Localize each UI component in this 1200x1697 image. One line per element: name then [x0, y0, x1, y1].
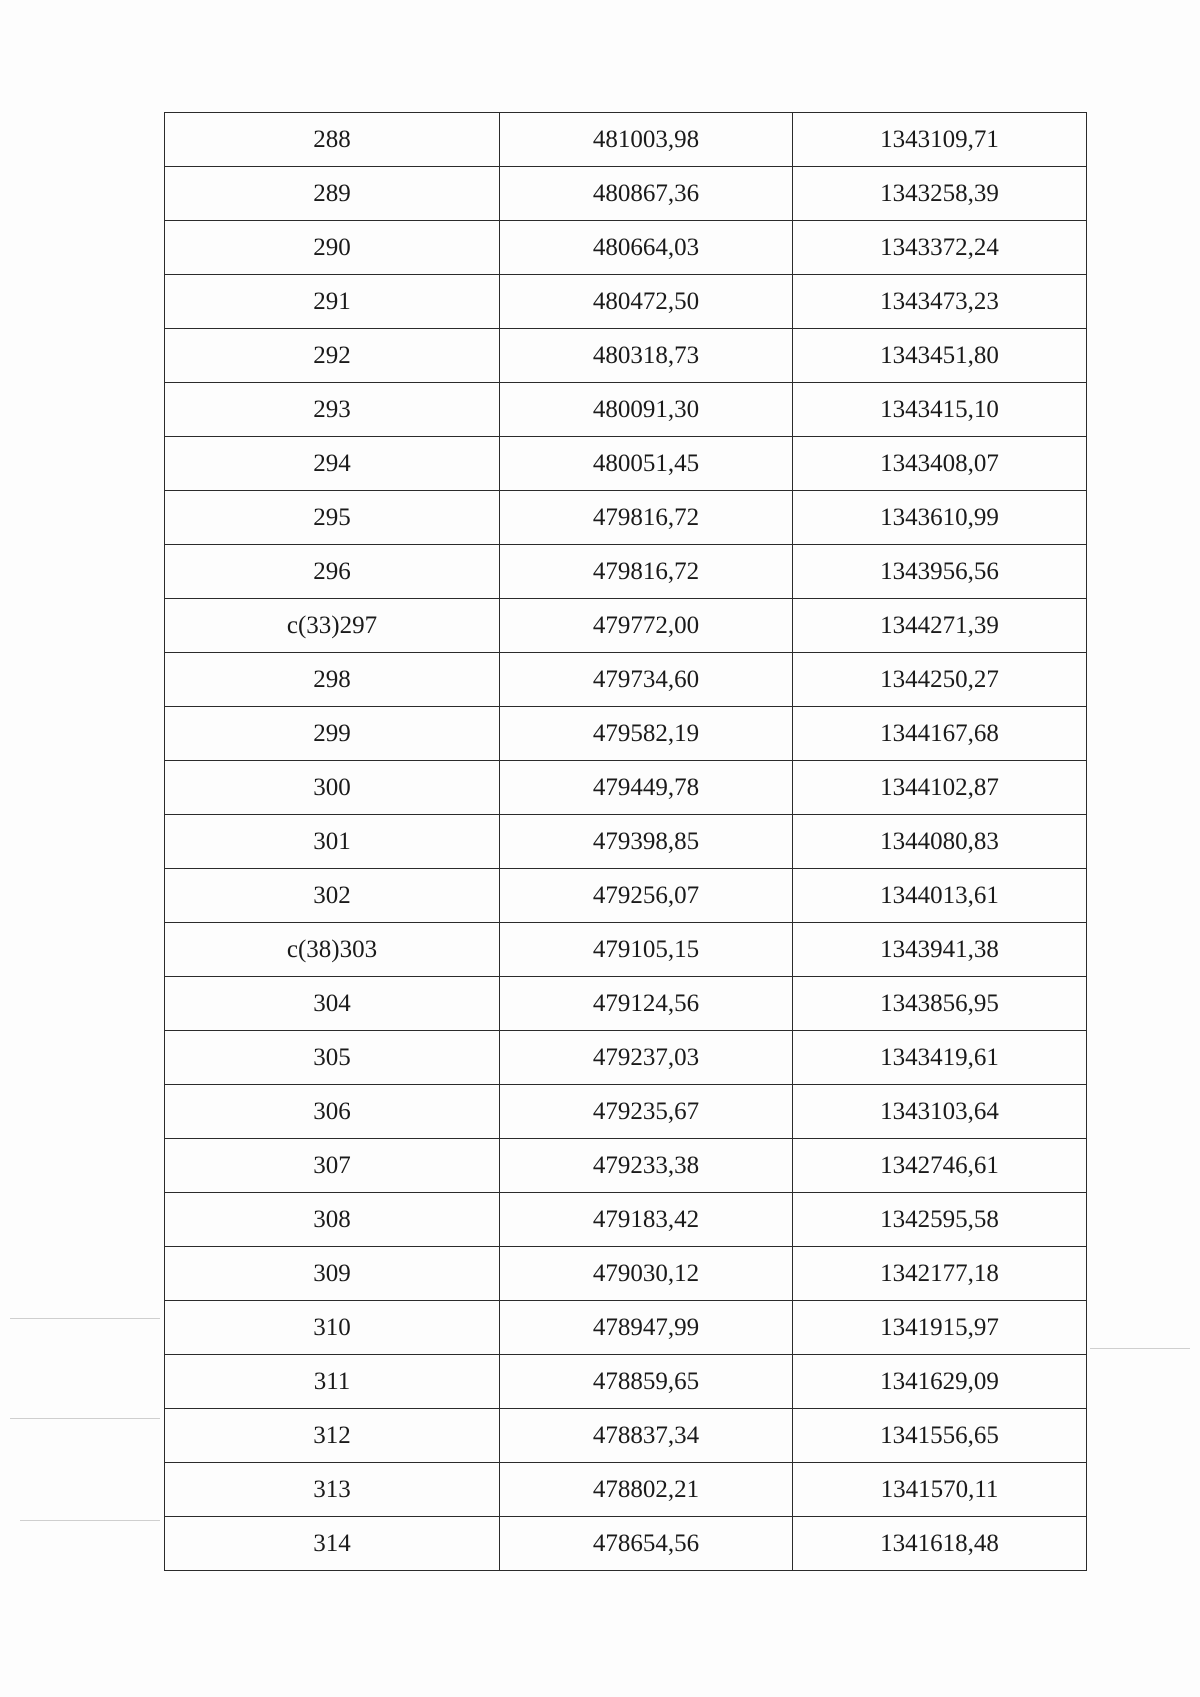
y-coordinate-cell: 1341618,48: [793, 1517, 1087, 1571]
y-coordinate-cell: 1344167,68: [793, 707, 1087, 761]
x-coordinate-cell: 479449,78: [500, 761, 793, 815]
x-coordinate-cell: 480051,45: [500, 437, 793, 491]
x-coordinate-cell: 479734,60: [500, 653, 793, 707]
point-number-cell: 293: [165, 383, 500, 437]
y-coordinate-cell: 1341570,11: [793, 1463, 1087, 1517]
y-coordinate-cell: 1341629,09: [793, 1355, 1087, 1409]
y-coordinate-cell: 1342746,61: [793, 1139, 1087, 1193]
table-row: [165, 167, 1087, 221]
y-coordinate-cell: 1344102,87: [793, 761, 1087, 815]
x-coordinate-cell: 478654,56: [500, 1517, 793, 1571]
x-coordinate-cell: 480318,73: [500, 329, 793, 383]
y-coordinate-cell: 1343419,61: [793, 1031, 1087, 1085]
point-number-cell: 304: [165, 977, 500, 1031]
x-coordinate-cell: 480472,50: [500, 275, 793, 329]
point-number-cell: 288: [165, 113, 500, 167]
x-coordinate-cell: 478802,21: [500, 1463, 793, 1517]
table-row: [165, 1139, 1087, 1193]
y-coordinate-cell: 1344271,39: [793, 599, 1087, 653]
y-coordinate-cell: 1343956,56: [793, 545, 1087, 599]
coordinates-table: [164, 112, 1087, 1571]
table-row: [165, 869, 1087, 923]
y-coordinate-cell: 1343103,64: [793, 1085, 1087, 1139]
x-coordinate-cell: 480091,30: [500, 383, 793, 437]
point-number-cell: 305: [165, 1031, 500, 1085]
table-row: [165, 1517, 1087, 1571]
table-row: [165, 113, 1087, 167]
table-row: [165, 815, 1087, 869]
point-number-cell: c(33)297: [165, 599, 500, 653]
table-row: [165, 437, 1087, 491]
x-coordinate-cell: 479233,38: [500, 1139, 793, 1193]
y-coordinate-cell: 1343415,10: [793, 383, 1087, 437]
point-number-cell: 298: [165, 653, 500, 707]
point-number-cell: 294: [165, 437, 500, 491]
table-row: [165, 1301, 1087, 1355]
point-number-cell: 299: [165, 707, 500, 761]
point-number-cell: 310: [165, 1301, 500, 1355]
table-row: [165, 1085, 1087, 1139]
table-row: [165, 1193, 1087, 1247]
point-number-cell: 292: [165, 329, 500, 383]
x-coordinate-cell: 478947,99: [500, 1301, 793, 1355]
point-number-cell: c(38)303: [165, 923, 500, 977]
scan-artifact: [20, 1520, 160, 1521]
x-coordinate-cell: 479124,56: [500, 977, 793, 1031]
x-coordinate-cell: 479816,72: [500, 545, 793, 599]
table-row: [165, 545, 1087, 599]
x-coordinate-cell: 478837,34: [500, 1409, 793, 1463]
y-coordinate-cell: 1343610,99: [793, 491, 1087, 545]
point-number-cell: 296: [165, 545, 500, 599]
table-row: [165, 1247, 1087, 1301]
y-coordinate-cell: 1343372,24: [793, 221, 1087, 275]
x-coordinate-cell: 480664,03: [500, 221, 793, 275]
x-coordinate-cell: 479398,85: [500, 815, 793, 869]
table-row: [165, 1355, 1087, 1409]
x-coordinate-cell: 478859,65: [500, 1355, 793, 1409]
point-number-cell: 312: [165, 1409, 500, 1463]
table-row: [165, 275, 1087, 329]
table-row: [165, 1031, 1087, 1085]
point-number-cell: 314: [165, 1517, 500, 1571]
x-coordinate-cell: 479237,03: [500, 1031, 793, 1085]
point-number-cell: 291: [165, 275, 500, 329]
point-number-cell: 289: [165, 167, 500, 221]
y-coordinate-cell: 1341556,65: [793, 1409, 1087, 1463]
table-row: [165, 599, 1087, 653]
y-coordinate-cell: 1342177,18: [793, 1247, 1087, 1301]
y-coordinate-cell: 1344080,83: [793, 815, 1087, 869]
y-coordinate-cell: 1343941,38: [793, 923, 1087, 977]
point-number-cell: 311: [165, 1355, 500, 1409]
point-number-cell: 313: [165, 1463, 500, 1517]
point-number-cell: 301: [165, 815, 500, 869]
y-coordinate-cell: 1343451,80: [793, 329, 1087, 383]
table-row: [165, 707, 1087, 761]
scan-artifact: [10, 1318, 160, 1319]
table-row: [165, 977, 1087, 1031]
y-coordinate-cell: 1342595,58: [793, 1193, 1087, 1247]
y-coordinate-cell: 1343408,07: [793, 437, 1087, 491]
x-coordinate-cell: 479105,15: [500, 923, 793, 977]
y-coordinate-cell: 1344250,27: [793, 653, 1087, 707]
y-coordinate-cell: 1341915,97: [793, 1301, 1087, 1355]
point-number-cell: 307: [165, 1139, 500, 1193]
x-coordinate-cell: 479183,42: [500, 1193, 793, 1247]
x-coordinate-cell: 479772,00: [500, 599, 793, 653]
y-coordinate-cell: 1344013,61: [793, 869, 1087, 923]
x-coordinate-cell: 479235,67: [500, 1085, 793, 1139]
point-number-cell: 302: [165, 869, 500, 923]
table-row: [165, 221, 1087, 275]
table-row: [165, 923, 1087, 977]
table-row: [165, 653, 1087, 707]
point-number-cell: 300: [165, 761, 500, 815]
point-number-cell: 295: [165, 491, 500, 545]
x-coordinate-cell: 479256,07: [500, 869, 793, 923]
table-row: [165, 491, 1087, 545]
y-coordinate-cell: 1343258,39: [793, 167, 1087, 221]
x-coordinate-cell: 481003,98: [500, 113, 793, 167]
point-number-cell: 290: [165, 221, 500, 275]
table-row: [165, 1409, 1087, 1463]
table-row: [165, 383, 1087, 437]
y-coordinate-cell: 1343856,95: [793, 977, 1087, 1031]
point-number-cell: 306: [165, 1085, 500, 1139]
y-coordinate-cell: 1343109,71: [793, 113, 1087, 167]
table-row: [165, 761, 1087, 815]
coordinates-table-body: [165, 113, 1087, 1571]
table-row: [165, 329, 1087, 383]
x-coordinate-cell: 480867,36: [500, 167, 793, 221]
point-number-cell: 309: [165, 1247, 500, 1301]
y-coordinate-cell: 1343473,23: [793, 275, 1087, 329]
table-row: [165, 1463, 1087, 1517]
x-coordinate-cell: 479582,19: [500, 707, 793, 761]
x-coordinate-cell: 479816,72: [500, 491, 793, 545]
point-number-cell: 308: [165, 1193, 500, 1247]
scan-artifact: [1090, 1348, 1190, 1349]
x-coordinate-cell: 479030,12: [500, 1247, 793, 1301]
scan-artifact: [10, 1418, 160, 1419]
